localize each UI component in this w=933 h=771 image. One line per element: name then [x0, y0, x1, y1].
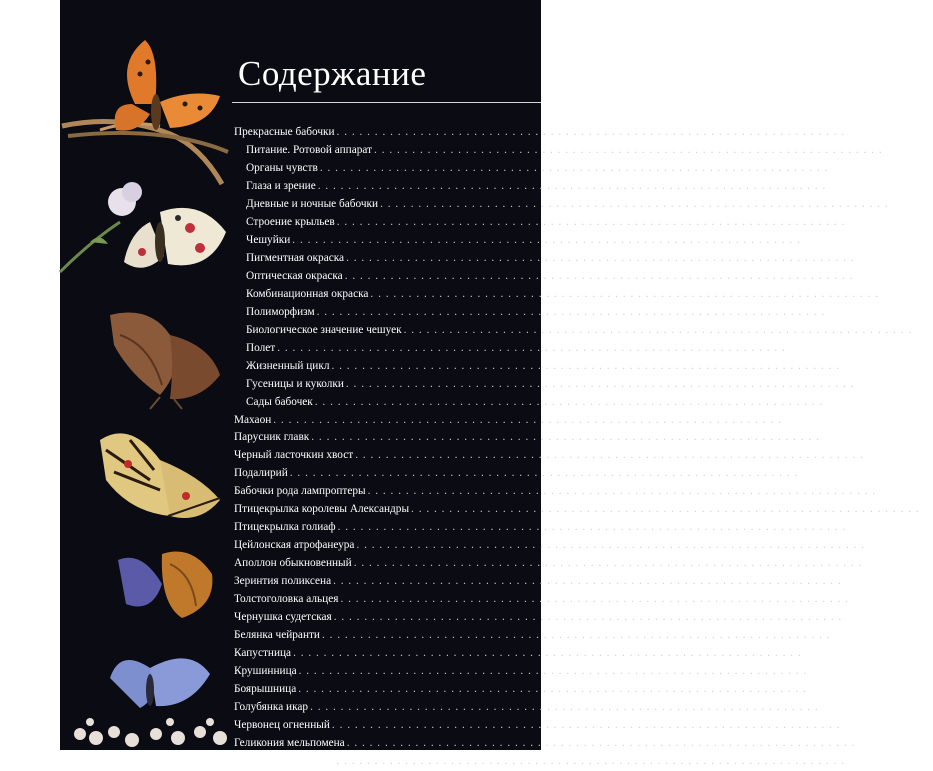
toc-page-number: 38 [856, 377, 868, 390]
toc-page-number: 78 [844, 611, 856, 624]
toc-entry-title: Махаон [234, 413, 272, 426]
toc-leader-dots [404, 322, 913, 340]
toc-page-number: 64 [864, 557, 876, 570]
toc-leader-dots [290, 465, 799, 483]
toc-entry-title: Дневные и ночные бабочки [246, 197, 379, 210]
toc-entry-title: Комбинационная окраска [246, 287, 369, 300]
toc-leader-dots [346, 376, 855, 394]
toc-entry[interactable] [234, 286, 893, 304]
toc-leader-dots [299, 663, 808, 681]
toc-entry[interactable] [234, 717, 854, 735]
toc-leader-dots [355, 447, 864, 465]
toc-entry[interactable] [234, 735, 875, 753]
toc-page-number: 4 [884, 143, 891, 156]
toc-entry[interactable] [234, 501, 933, 519]
toc-leader-dots [370, 286, 879, 304]
toc-entry-title: Зеринтия поликсена [234, 575, 332, 588]
toc-page-number: 26 [914, 323, 926, 336]
toc-entry[interactable] [234, 591, 863, 609]
toc-page-number: 20 [881, 287, 893, 300]
toc-page-number: 46 [821, 431, 834, 444]
toc-leader-dots [293, 645, 802, 663]
toc-page-number: 74 [851, 593, 863, 606]
toc-entry-title: Черный ласточкин хвост [234, 449, 354, 462]
toc-entry-title: Жизненный цикл [246, 359, 330, 372]
toc-leader-dots [347, 735, 856, 753]
toc-leader-dots [380, 196, 889, 214]
toc-page-number: 60 [848, 521, 860, 534]
toc-leader-dots [273, 412, 782, 430]
toc-entry[interactable] [234, 555, 876, 573]
toc-page-number: 40 [825, 395, 837, 408]
toc-entry-title: Полиморфизм [246, 305, 315, 318]
table-of-contents [234, 124, 933, 771]
toc-entry-title: Цейлонская атрофанеура [234, 539, 355, 552]
toc-leader-dots [333, 573, 842, 591]
toc-page-number: 92 [820, 701, 832, 713]
toc-leader-dots [317, 304, 826, 322]
toc-entry[interactable] [234, 142, 891, 160]
toc-page-number: 16 [856, 251, 868, 264]
toc-leader-dots [338, 519, 847, 537]
toc-entry-title: Чешуйки [246, 233, 291, 246]
toc-entry-title: Питание. Ротовой аппарат [246, 143, 373, 156]
toc-leader-dots [320, 160, 829, 178]
toc-entry-title: Птицекрылка голиаф [234, 521, 336, 534]
toc-leader-dots [337, 124, 846, 142]
toc-page-number: 12 [847, 215, 859, 228]
toc-entry-title: Геликония мельпомена [234, 736, 345, 749]
toc-leader-dots [277, 340, 786, 358]
toc-leader-dots [334, 609, 843, 627]
toc-entry-title: Чернушка судетская [234, 611, 332, 624]
title-divider [232, 102, 541, 103]
toc-leader-dots [337, 214, 846, 232]
toc-page-number: 49 [865, 449, 878, 462]
toc-entry-title: Толстоголовка альцея [234, 593, 339, 606]
toc-entry-title: Прекрасные бабочки [234, 126, 335, 138]
toc-page-number: 52 [800, 467, 812, 480]
toc-entry[interactable] [234, 447, 878, 465]
toc-page-number: 100 [857, 736, 875, 749]
toc-entry[interactable] [234, 232, 815, 250]
zerynthia-butterfly-icon [90, 420, 240, 530]
toc-entry[interactable] [234, 609, 856, 627]
toc-entry[interactable] [234, 394, 837, 412]
toc-entry-title: Бабочки рода лампроптеры [234, 485, 366, 498]
toc-entry-title: Органы чувств [246, 161, 318, 174]
toc-page-number: 6 [830, 161, 837, 174]
toc-entry-title: Парусник главк [234, 431, 310, 444]
toc-entry-title: Птицекрылка королевы Александры [234, 503, 410, 516]
toc-page-number: 88 [808, 683, 821, 696]
toc-entry-title: Боярышница [234, 683, 297, 696]
toc-page-number: 42 [783, 413, 796, 426]
toc-entry-title: Червонец огненный [234, 718, 330, 731]
toc-entry-title: Полет [246, 341, 276, 354]
toc-entry[interactable] [234, 196, 903, 214]
orange-leafwing-butterfly-icon [112, 544, 222, 624]
toc-entry[interactable] [234, 160, 837, 178]
toc-leader-dots [292, 232, 801, 250]
toc-leader-dots [332, 717, 841, 735]
blue-butterfly-on-flowers-icon [60, 638, 240, 750]
toc-entry[interactable] [234, 681, 821, 699]
toc-leader-dots [345, 268, 854, 286]
toc-entry-title: Глаза и зрение [246, 179, 316, 192]
toc-entry[interactable] [234, 124, 853, 142]
toc-entry[interactable] [234, 304, 839, 322]
book-page [60, 0, 933, 767]
toc-page-number: 36 [842, 359, 854, 372]
toc-page-number: 54 [878, 485, 890, 498]
toc-entry-title: Белянка чейранти [234, 629, 320, 642]
toc-entry-title: Аполлон обыкновенный [234, 557, 352, 570]
toc-page-number: 3 [847, 126, 853, 138]
page-title: Содержание [238, 54, 427, 93]
toc-entry-title: Сады бабочек [246, 395, 313, 408]
toc-page-number: 82 [803, 647, 815, 660]
toc-entry[interactable] [234, 412, 796, 430]
toc-entry[interactable] [234, 214, 859, 232]
toc-page-number: 70 [843, 575, 855, 588]
toc-page-number: 96 [842, 718, 854, 731]
toc-entry[interactable] [234, 573, 855, 591]
toc-entry[interactable] [234, 358, 854, 376]
toc-entry-title: Голубянка икар [234, 701, 309, 713]
toc-entry-title: Биологическое значение чешуек [246, 323, 402, 336]
toc-page-number: 18 [855, 269, 867, 282]
apollo-butterfly-on-flower-icon [60, 172, 230, 302]
toc-entry-title: Пигментная окраска [246, 251, 345, 264]
toc-entry[interactable] [234, 340, 800, 358]
toc-leader-dots [356, 537, 865, 555]
toc-leader-dots [310, 699, 819, 717]
toc-entry-title: Гусеницы и куколки [246, 377, 344, 390]
toc-leader-dots [354, 555, 863, 573]
toc-page-number: 30 [787, 341, 800, 354]
toc-entry[interactable] [234, 268, 867, 286]
toc-entry[interactable] [234, 699, 832, 717]
toc-entry[interactable] [234, 465, 812, 483]
toc-leader-dots [331, 358, 840, 376]
toc-entry[interactable] [234, 537, 879, 555]
toc-entry[interactable] [234, 627, 844, 645]
copper-butterfly-on-grass-icon [60, 34, 230, 194]
toc-page-number: 8 [828, 179, 835, 192]
toc-entry-title: Подалирий [234, 467, 288, 480]
toc-page-number: 14 [802, 233, 815, 246]
toc-entry[interactable] [234, 753, 864, 771]
toc-entry[interactable] [234, 663, 821, 681]
toc-page-number: 80 [832, 629, 844, 642]
toc-entry[interactable] [234, 645, 815, 663]
toc-page-number: 22 [827, 305, 839, 318]
toc-leader-dots [368, 483, 877, 501]
toc-leader-dots [311, 429, 820, 447]
toc-entry-title: Крушинница [234, 665, 297, 678]
toc-entry-title: Капустница [234, 647, 292, 660]
toc-page-number: 10 [890, 197, 903, 210]
toc-entry-title: Оптическая окраска [246, 269, 343, 282]
toc-page-number: 86 [809, 665, 821, 678]
toc-leader-dots [322, 627, 831, 645]
toc-page-number: 62 [867, 539, 879, 552]
toc-leader-dots [315, 394, 824, 412]
toc-entry-title: Длиннокрылая зебра [234, 754, 335, 767]
toc-leader-dots [336, 753, 845, 771]
toc-entry[interactable] [234, 429, 834, 447]
toc-entry[interactable] [234, 178, 835, 196]
toc-entry[interactable] [234, 483, 890, 501]
toc-page-number: 106 [847, 754, 864, 767]
toc-leader-dots [298, 681, 807, 699]
toc-leader-dots [374, 142, 883, 160]
toc-entry[interactable] [234, 519, 860, 537]
toc-leader-dots [411, 501, 920, 519]
toc-entry-title: Строение крыльев [246, 215, 335, 228]
toc-leader-dots [346, 250, 855, 268]
toc-page-number: 56 [921, 503, 933, 516]
comma-butterfly-icon [90, 305, 230, 415]
toc-leader-dots [340, 591, 849, 609]
toc-entry[interactable] [234, 376, 868, 394]
toc-entry[interactable] [234, 322, 926, 340]
toc-leader-dots [318, 178, 827, 196]
toc-entry[interactable] [234, 250, 868, 268]
